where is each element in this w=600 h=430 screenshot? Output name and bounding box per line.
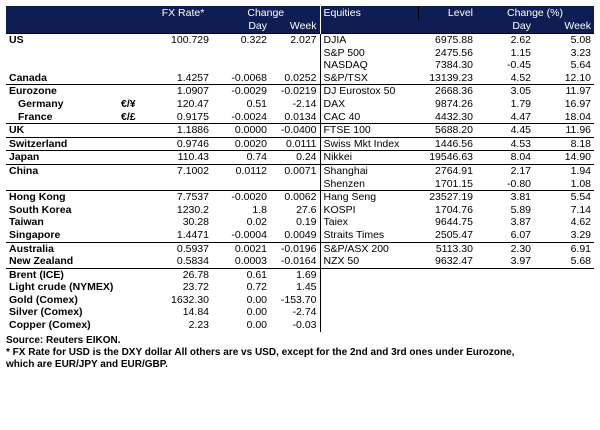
fx-pair-cell — [118, 34, 154, 47]
fx-pair-cell — [118, 151, 154, 165]
equity-name-cell: Taiex — [320, 216, 418, 229]
fx-change-week-cell: 27.6 — [296, 203, 317, 216]
fx-change-week-cell: 0.0071 — [270, 164, 320, 177]
equity-change-week-cell — [534, 306, 594, 319]
fx-pair-cell — [118, 124, 154, 138]
header-blank — [320, 20, 418, 34]
equity-change-week-cell: 3.23 — [570, 46, 591, 59]
fx-rate-cell: 7.1002 — [154, 164, 212, 177]
fx-change-day-cell: -0.0068 — [231, 71, 267, 84]
equity-level-cell: 7384.30 — [435, 59, 473, 72]
fx-change-day-cell: 0.00 — [246, 306, 267, 319]
equity-change-week-cell: 11.96 — [534, 124, 594, 138]
equity-level-cell: 2475.56 — [435, 46, 473, 59]
equity-change-week-cell: 3.29 — [570, 228, 591, 241]
table-row — [6, 151, 594, 165]
fx-change-week-cell: 0.0111 — [270, 137, 320, 151]
table-row — [6, 178, 594, 191]
equity-name-cell: S&P/ASX 200 — [320, 242, 418, 255]
equity-name-cell: FTSE 100 — [320, 124, 418, 138]
table-body — [6, 34, 594, 332]
fx-pair-cell: €/¥ — [121, 97, 136, 110]
equity-change-day-cell: 2.30 — [476, 242, 534, 255]
header-level: Level — [418, 6, 476, 20]
region-cell: China — [6, 164, 118, 177]
equity-name-cell: DJIA — [320, 34, 418, 47]
table-row — [6, 306, 594, 319]
equity-change-day-cell — [476, 281, 534, 294]
region-cell: Switzerland — [6, 137, 118, 151]
fx-change-week-cell: -0.03 — [292, 319, 317, 332]
equity-change-week-cell: 5.54 — [534, 191, 594, 204]
region-cell — [6, 47, 118, 60]
fx-rate-cell: 1.0907 — [154, 85, 212, 98]
equity-name-cell: NZX 50 — [320, 255, 418, 268]
region-cell: Japan — [6, 151, 118, 165]
market-table-panel — [6, 6, 594, 371]
fx-pair-cell — [118, 268, 154, 281]
equity-change-day-cell: 1.15 — [510, 46, 531, 59]
equity-level-cell — [418, 268, 476, 281]
fx-rate-cell: 2.23 — [188, 319, 209, 332]
equity-change-week-cell: 16.97 — [564, 97, 591, 110]
equity-name-cell: S&P/TSX — [320, 72, 418, 85]
fx-rate-cell — [154, 47, 212, 60]
fx-rate-cell: 0.5937 — [154, 242, 212, 255]
fx-change-week-cell — [270, 47, 320, 60]
fx-change-day-cell — [212, 47, 270, 60]
fx-change-week-cell: 0.19 — [296, 216, 317, 229]
table-row — [6, 255, 594, 268]
fx-rate-cell: 0.9746 — [154, 137, 212, 151]
fx-change-day-cell: 0.322 — [212, 34, 270, 47]
fx-pair-cell — [118, 164, 154, 177]
fx-change-day-cell — [212, 59, 270, 72]
fx-change-week-cell: 0.0134 — [284, 110, 317, 123]
equity-name-cell: CAC 40 — [320, 111, 418, 124]
fx-pair-cell — [118, 255, 154, 268]
fx-change-day-cell: -0.0024 — [231, 110, 267, 123]
equity-level-cell: 2668.36 — [418, 85, 476, 98]
equity-change-week-cell: 11.97 — [534, 85, 594, 98]
equity-change-week-cell: 12.10 — [564, 71, 591, 84]
equity-name-cell — [320, 306, 418, 319]
fx-rate-cell: 1632.30 — [171, 293, 209, 306]
fx-change-day-cell: 0.72 — [246, 281, 267, 294]
equity-name-cell — [320, 268, 418, 281]
fx-change-day-cell: 0.02 — [246, 216, 267, 229]
equity-level-cell: 23527.19 — [418, 191, 476, 204]
table-row — [6, 229, 594, 242]
fx-pair-cell — [118, 191, 154, 204]
table-row — [6, 98, 594, 111]
fx-change-day-cell: -0.0020 — [212, 191, 270, 204]
header-blank — [6, 20, 118, 34]
fx-pair-cell — [118, 137, 154, 151]
region-cell: UK — [6, 124, 118, 138]
equity-change-day-cell: 3.05 — [476, 85, 534, 98]
table-header — [6, 6, 594, 34]
fx-rate-cell: 1.4257 — [176, 71, 209, 84]
equity-change-week-cell — [534, 319, 594, 332]
equity-change-day-cell: 4.52 — [510, 71, 531, 84]
region-cell: Gold (Comex) — [9, 293, 78, 306]
equity-change-day-cell: 3.97 — [510, 255, 531, 268]
region-cell: Germany — [18, 97, 64, 110]
table-row — [6, 242, 594, 255]
equity-level-cell: 1704.76 — [435, 203, 473, 216]
fx-pair-cell — [118, 178, 154, 191]
fx-change-day-cell: 0.0020 — [212, 137, 270, 151]
fx-rate-cell: 100.729 — [154, 34, 212, 47]
equity-change-week-cell: 8.18 — [534, 137, 594, 151]
equity-level-cell — [418, 306, 476, 319]
header-blank — [154, 20, 212, 34]
equity-change-week-cell — [534, 294, 594, 307]
fx-change-week-cell: -0.0400 — [270, 124, 320, 138]
equity-level-cell: 9632.47 — [435, 255, 473, 268]
table-row — [6, 319, 594, 332]
header-blank — [6, 6, 118, 20]
fx-change-week-cell: -2.14 — [292, 97, 317, 110]
equity-change-week-cell: 5.08 — [534, 34, 594, 47]
header-equities: Equities — [320, 6, 418, 20]
equity-name-cell — [320, 319, 418, 332]
table-row — [6, 294, 594, 307]
region-cell: Canada — [9, 71, 47, 84]
region-cell: Singapore — [9, 228, 61, 241]
region-cell: Silver (Comex) — [9, 306, 83, 319]
fx-change-day-cell: 0.51 — [246, 97, 267, 110]
equity-name-cell: Shenzen — [320, 178, 418, 191]
table-row — [6, 204, 594, 217]
region-cell: Eurozone — [6, 85, 118, 98]
table-row — [6, 124, 594, 138]
equity-change-day-cell — [476, 319, 534, 332]
fx-pair-cell — [118, 319, 154, 332]
footnotes — [6, 335, 594, 371]
fx-rate-cell: 120.47 — [176, 97, 209, 110]
fx-pair-cell — [118, 59, 154, 72]
equity-level-cell: 1446.56 — [418, 137, 476, 151]
equity-change-day-cell: -0.45 — [507, 59, 531, 72]
equity-level-cell: 4432.30 — [435, 110, 473, 123]
fx-rate-cell: 110.43 — [154, 151, 212, 165]
fx-rate-cell: 1230.2 — [176, 203, 209, 216]
equity-change-day-cell: 8.04 — [476, 151, 534, 165]
fx-change-day-cell: 0.61 — [212, 268, 270, 281]
equity-name-cell: KOSPI — [320, 204, 418, 217]
fx-pair-cell — [118, 242, 154, 255]
table-row — [6, 85, 594, 98]
fx-pair-cell — [118, 216, 154, 229]
equity-level-cell: 9874.26 — [435, 97, 473, 110]
equity-change-week-cell: 6.91 — [534, 242, 594, 255]
equity-change-day-cell — [476, 306, 534, 319]
equity-change-day-cell: -0.80 — [507, 177, 531, 190]
table-row — [6, 268, 594, 281]
table-row — [6, 47, 594, 60]
equity-change-week-cell: 5.68 — [570, 255, 591, 268]
region-cell: Hong Kong — [6, 191, 118, 204]
equity-level-cell: 2505.47 — [435, 228, 473, 241]
fx-change-week-cell: -0.0219 — [270, 85, 320, 98]
equity-change-day-cell: 4.53 — [476, 137, 534, 151]
region-cell: US — [6, 34, 118, 47]
equity-name-cell: Nikkei — [320, 151, 418, 165]
equity-change-day-cell — [476, 294, 534, 307]
fx-pair-cell — [118, 306, 154, 319]
equity-change-week-cell: 7.14 — [570, 203, 591, 216]
fx-rate-cell: 14.84 — [182, 306, 209, 319]
equity-level-cell: 1701.15 — [435, 177, 473, 190]
header-fx-rate: FX Rate* — [154, 6, 212, 20]
header-blank — [118, 6, 154, 20]
fx-change-week-cell: 0.0062 — [270, 191, 320, 204]
equity-change-week-cell — [534, 281, 594, 294]
equity-level-cell: 6975.88 — [418, 34, 476, 47]
fx-rate-cell — [154, 59, 212, 72]
equity-name-cell: Shanghai — [320, 164, 418, 177]
equity-level-cell: 13139.23 — [429, 71, 473, 84]
equity-change-week-cell: 5.64 — [570, 59, 591, 72]
header-day2: Day — [476, 20, 534, 34]
region-cell — [6, 59, 118, 72]
equity-change-day-cell: 2.62 — [476, 34, 534, 47]
equity-name-cell: NASDAQ — [320, 59, 418, 72]
fx-pair-cell — [118, 204, 154, 217]
equity-name-cell: S&P 500 — [320, 47, 418, 60]
equity-change-week-cell: 1.08 — [570, 177, 591, 190]
equity-change-week-cell — [534, 268, 594, 281]
fx-change-week-cell: 0.0252 — [284, 71, 317, 84]
region-cell: Taiwan — [9, 216, 44, 229]
fx-change-day-cell: 0.00 — [246, 319, 267, 332]
fx-pair-cell — [118, 281, 154, 294]
header-day: Day — [212, 20, 270, 34]
equity-change-week-cell: 1.94 — [534, 164, 594, 177]
region-cell: Australia — [6, 242, 118, 255]
header-change: Change — [212, 6, 320, 20]
equity-name-cell: Swiss Mkt Index — [320, 137, 418, 151]
fx-change-day-cell: -0.0029 — [212, 85, 270, 98]
equity-change-day-cell — [476, 268, 534, 281]
fx-rate-cell: 0.9175 — [176, 110, 209, 123]
fx-change-week-cell: -153.70 — [280, 293, 317, 306]
equity-name-cell — [320, 294, 418, 307]
table-row — [6, 59, 594, 72]
equity-change-day-cell: 6.07 — [510, 228, 531, 241]
equity-change-day-cell: 3.81 — [476, 191, 534, 204]
equity-level-cell: 5113.30 — [418, 242, 476, 255]
equity-level-cell: 5688.20 — [418, 124, 476, 138]
fx-change-week-cell — [270, 59, 320, 72]
region-cell: Copper (Comex) — [9, 319, 91, 332]
equity-level-cell — [418, 319, 476, 332]
fx-change-day-cell: 1.8 — [252, 203, 267, 216]
equity-level-cell: 9644.75 — [435, 216, 473, 229]
table-row — [6, 137, 594, 151]
fx-change-day-cell: 0.0112 — [212, 164, 270, 177]
equity-change-week-cell: 4.62 — [570, 216, 591, 229]
fx-change-week-cell — [270, 178, 320, 191]
region-cell: France — [18, 110, 53, 123]
table-row — [6, 164, 594, 177]
table-row — [6, 191, 594, 204]
fx-pair-cell — [118, 85, 154, 98]
equity-level-cell — [418, 281, 476, 294]
equity-name-cell: Straits Times — [320, 229, 418, 242]
fx-change-day-cell: 0.74 — [212, 151, 270, 165]
header-week2: Week — [534, 20, 594, 34]
fx-pair-cell — [118, 47, 154, 60]
equity-change-day-cell: 4.47 — [510, 110, 531, 123]
equity-name-cell: DAX — [320, 98, 418, 111]
fx-change-day-cell: 0.0003 — [234, 255, 267, 268]
fx-pair-cell — [118, 294, 154, 307]
market-table — [6, 6, 594, 332]
equity-change-week-cell: 18.04 — [564, 110, 591, 123]
fx-rate-cell: 0.5834 — [176, 255, 209, 268]
fx-pair-cell — [118, 229, 154, 242]
fx-change-day-cell: 0.0000 — [212, 124, 270, 138]
equity-level-cell: 19546.63 — [418, 151, 476, 165]
fx-rate-cell: 1.1886 — [154, 124, 212, 138]
fx-rate-cell: 23.72 — [182, 281, 209, 294]
fx-change-week-cell: -0.0196 — [270, 242, 320, 255]
table-row — [6, 281, 594, 294]
equity-change-week-cell: 14.90 — [534, 151, 594, 165]
fx-rate-cell: 30.28 — [182, 216, 209, 229]
equity-change-day-cell: 1.79 — [510, 97, 531, 110]
footnote-line-1: * FX Rate for USD is the DXY dollar All others are vs USD, except for the 2nd and 3rd ones under Eurozone, — [6, 346, 515, 358]
equity-level-cell — [418, 294, 476, 307]
equity-name-cell — [320, 281, 418, 294]
equity-change-day-cell: 4.45 — [476, 124, 534, 138]
fx-change-week-cell: 0.24 — [270, 151, 320, 165]
fx-pair-cell: €/£ — [121, 110, 136, 123]
equity-name-cell: Hang Seng — [320, 191, 418, 204]
region-cell — [6, 178, 118, 191]
header-change-pct: Change (%) — [476, 6, 594, 20]
fx-change-week-cell: 1.45 — [296, 281, 317, 294]
fx-change-week-cell: -0.0164 — [280, 255, 317, 268]
fx-change-week-cell: 1.69 — [270, 268, 320, 281]
fx-rate-cell — [154, 178, 212, 191]
fx-rate-cell: 1.4471 — [176, 228, 209, 241]
header-week: Week — [270, 20, 320, 34]
fx-change-day-cell: 0.00 — [246, 293, 267, 306]
footnote-line-2: which are EUR/JPY and EUR/GBP. — [6, 358, 168, 370]
fx-change-day-cell — [212, 178, 270, 191]
table-row — [6, 34, 594, 47]
equity-change-day-cell: 2.17 — [476, 164, 534, 177]
fx-change-day-cell: -0.0004 — [231, 228, 267, 241]
header-blank — [418, 20, 476, 34]
equity-level-cell: 2764.91 — [418, 164, 476, 177]
fx-rate-cell: 26.78 — [154, 268, 212, 281]
equity-change-day-cell: 3.87 — [510, 216, 531, 229]
fx-change-week-cell: 0.0049 — [284, 228, 317, 241]
source-note: Source: Reuters EIKON. — [6, 334, 121, 346]
table-row — [6, 72, 594, 85]
fx-change-day-cell: 0.0021 — [212, 242, 270, 255]
region-cell: New Zealand — [9, 255, 74, 268]
header-blank — [118, 20, 154, 34]
region-cell: Brent (ICE) — [6, 268, 118, 281]
fx-change-week-cell: 2.027 — [270, 34, 320, 47]
fx-change-week-cell: -2.74 — [292, 306, 317, 319]
table-row — [6, 111, 594, 124]
equity-change-day-cell: 5.89 — [510, 203, 531, 216]
equity-name-cell: DJ Eurostox 50 — [320, 85, 418, 98]
fx-pair-cell — [118, 72, 154, 85]
region-cell: South Korea — [9, 203, 72, 216]
fx-rate-cell: 7.7537 — [154, 191, 212, 204]
table-row — [6, 216, 594, 229]
region-cell: Light crude (NYMEX) — [9, 281, 114, 294]
